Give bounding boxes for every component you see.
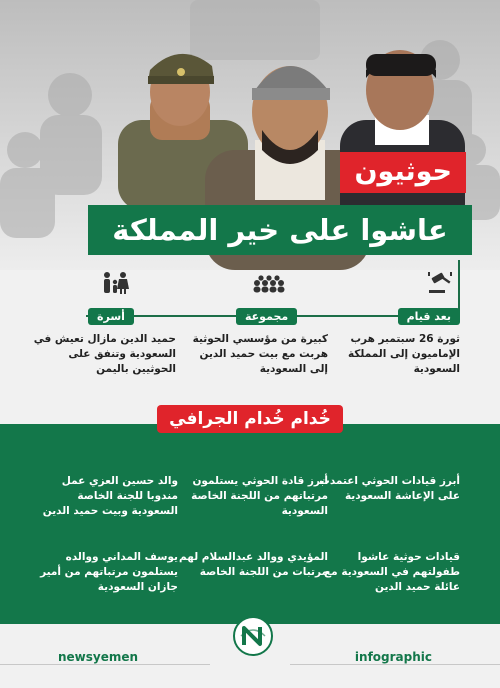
timeline-label-3: أسرة bbox=[88, 308, 134, 325]
fact-cell-6: يوسف المداني ووالده يستلمون مرتباتهم من أمير جازان السعودية bbox=[40, 551, 178, 593]
footer-divider-right bbox=[290, 664, 500, 665]
timeline-label-1: بعد قيام bbox=[398, 308, 460, 325]
footer-type-text: infographic bbox=[354, 650, 432, 664]
fact-cell-4: قيادات حوثية عاشوا طفولتهم في السعودية مع عائلة حميد الدين bbox=[324, 551, 460, 593]
gavel-icon bbox=[426, 270, 456, 296]
title-main-banner: عاشوا على خير المملكة bbox=[88, 205, 472, 255]
footer-divider-left bbox=[0, 664, 210, 665]
title-top-badge: حوثيون bbox=[340, 152, 466, 193]
fact-cell-1: أبرز قيادات الحوثي اعتمدت على الإعاشة السعودية bbox=[319, 475, 460, 502]
fact-cell-5: المؤيدي ووالد عبدالسلام لهم مرتبات من اللجنة الخاصة bbox=[179, 551, 328, 578]
timeline-label-2: مجموعة bbox=[236, 308, 297, 325]
timeline-text-1: ثورة 26 سبتمبر هرب الإماميون إلى المملكة السعودية bbox=[347, 333, 460, 375]
family-icon bbox=[100, 270, 130, 296]
fact-cell-3: والد حسين العزي عمل مندوبا للجنة الخاصة السعودية وبيت حميد الدين bbox=[42, 475, 178, 517]
timeline-text-3: حميد الدين مازال تعيش في السعودية وتنفق على الحوثيين باليمن bbox=[33, 333, 176, 375]
timeline-text-2: كبيرة من مؤسسي الحوثية هربت مع بيت حميد الدين إلى السعودية bbox=[192, 333, 328, 375]
footer-brand-text: newsyemen bbox=[58, 650, 139, 664]
timeline bbox=[0, 260, 500, 380]
section-title-badge: خُدام خُدام الجرافي bbox=[157, 405, 343, 433]
fact-cell-2: أبرز قادة الحوثي يستلمون مرتباتهم من اللجنة الخاصة السعودية bbox=[191, 475, 328, 517]
newsyemen-logo-icon bbox=[233, 616, 273, 656]
group-icon bbox=[252, 270, 286, 296]
